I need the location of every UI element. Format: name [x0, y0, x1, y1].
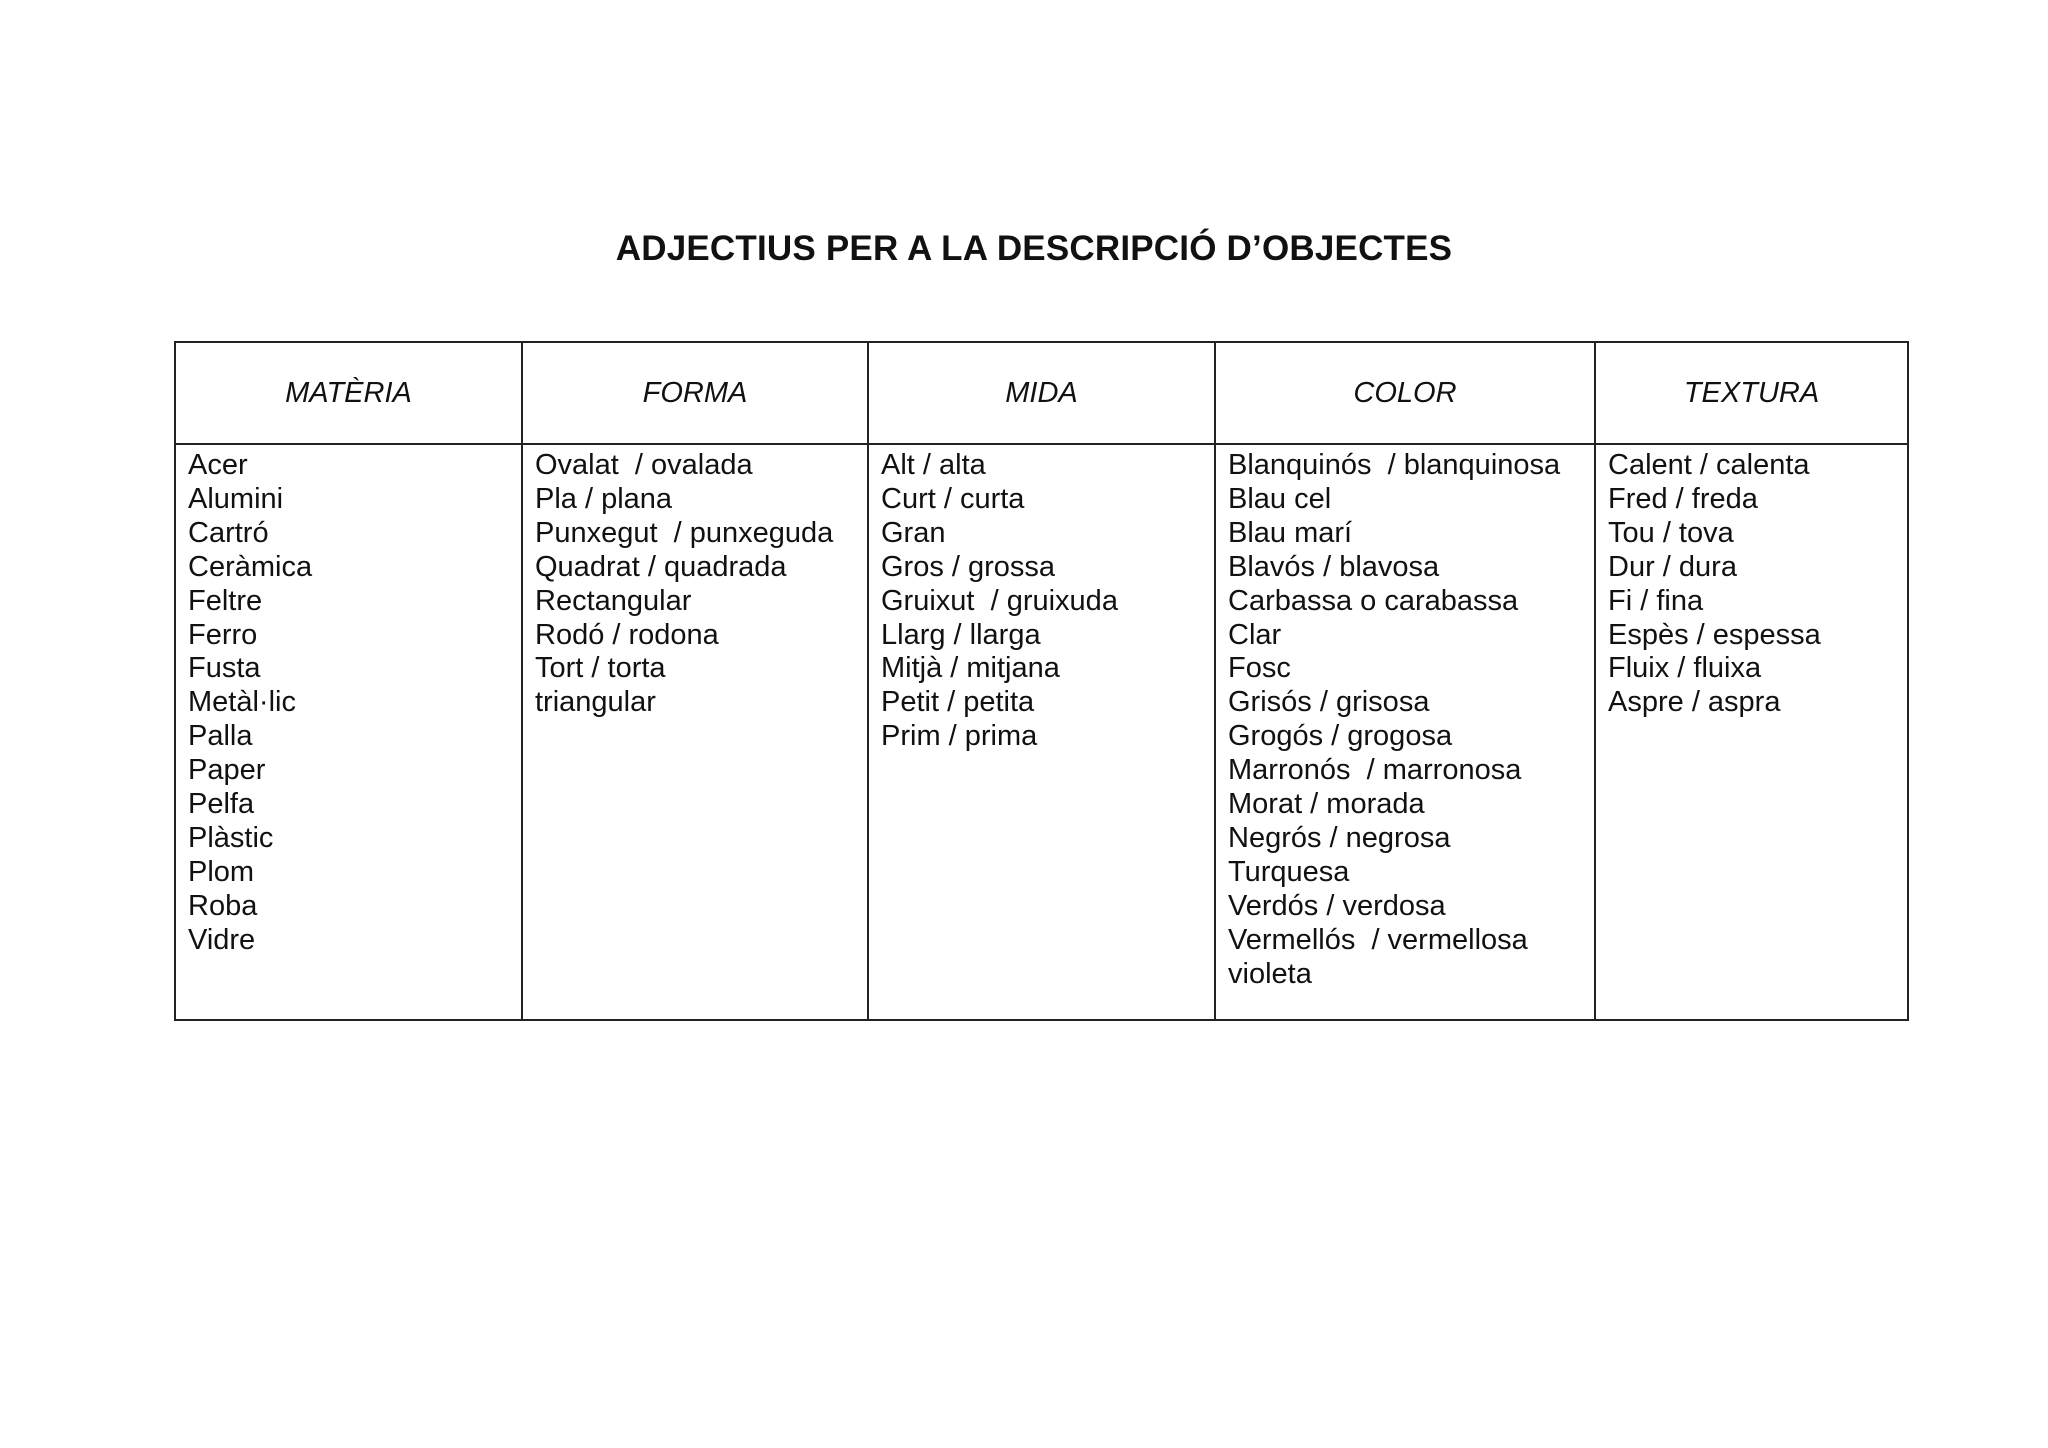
page-title: ADJECTIUS PER A LA DESCRIPCIÓ D’OBJECTES: [615, 229, 1453, 269]
list-item: Fluix / fluixa: [1608, 652, 1762, 685]
word-list-materia: [188, 449, 521, 958]
list-item: Ovalat / ovalada: [535, 449, 753, 481]
list-item: Feltre: [188, 584, 263, 617]
list-item: Palla: [188, 720, 253, 753]
adjectives-table: [174, 341, 1909, 1021]
list-item: Ceràmica: [188, 550, 313, 583]
list-item: violeta: [1228, 957, 1312, 990]
list-item: Rodó / rodona: [535, 618, 719, 651]
list-item: Gran: [881, 516, 946, 549]
table-body-row: [175, 444, 1908, 1020]
word-list-mida: [881, 449, 1214, 754]
column-header-color: COLOR: [1215, 342, 1595, 444]
list-item: Calent / calenta: [1608, 449, 1810, 481]
list-item: Grogós / grogosa: [1228, 720, 1453, 753]
list-item: Paper: [188, 754, 266, 787]
list-item: Blavós / blavosa: [1228, 550, 1440, 583]
list-item: Curt / curta: [881, 482, 1025, 515]
list-item: Punxegut / punxeguda: [535, 516, 834, 549]
table-header-row: [175, 342, 1908, 444]
list-item: Acer: [188, 449, 248, 481]
list-item: Fosc: [1228, 652, 1291, 685]
list-item: Prim / prima: [881, 720, 1038, 753]
word-list-textura: [1608, 449, 1907, 720]
list-item: Negrós / negrosa: [1228, 821, 1451, 854]
list-item: Carbassa o carabassa: [1228, 584, 1519, 617]
list-item: Tou / tova: [1608, 516, 1734, 549]
list-item: Metàl·lic: [188, 686, 296, 719]
list-item: Mitjà / mitjana: [881, 652, 1060, 685]
list-item: Fusta: [188, 652, 261, 685]
list-item: Blau marí: [1228, 516, 1353, 549]
list-item: Gruixut / gruixuda: [881, 584, 1118, 617]
list-item: Llarg / llarga: [881, 618, 1041, 651]
list-item: Alt / alta: [881, 449, 986, 481]
list-item: Vermellós / vermellosa: [1228, 923, 1528, 956]
list-item: Tort / torta: [535, 652, 666, 685]
column-cell-materia: [175, 444, 522, 1020]
list-item: Dur / dura: [1608, 550, 1737, 583]
list-item: Blanquinós / blanquinosa: [1228, 449, 1561, 481]
list-item: Gros / grossa: [881, 550, 1056, 583]
list-item: Pelfa: [188, 788, 255, 821]
list-item: Pla / plana: [535, 482, 673, 515]
list-item: Roba: [188, 889, 258, 922]
list-item: Blau cel: [1228, 482, 1332, 515]
column-cell-textura: [1595, 444, 1908, 1020]
column-header-forma: FORMA: [522, 342, 868, 444]
list-item: Espès / espessa: [1608, 618, 1821, 651]
list-item: Fred / freda: [1608, 482, 1758, 515]
column-cell-color: [1215, 444, 1595, 1020]
list-item: Verdós / verdosa: [1228, 889, 1446, 922]
list-item: Quadrat / quadrada: [535, 550, 787, 583]
column-cell-forma: [522, 444, 868, 1020]
list-item: Aspre / aspra: [1608, 686, 1781, 719]
list-item: Clar: [1228, 618, 1282, 651]
list-item: Petit / petita: [881, 686, 1035, 719]
list-item: Plom: [188, 855, 255, 888]
list-item: Grisós / grisosa: [1228, 686, 1430, 719]
list-item: Turquesa: [1228, 855, 1350, 888]
list-item: Marronós / marronosa: [1228, 754, 1522, 787]
list-item: Rectangular: [535, 584, 692, 617]
column-header-materia: MATÈRIA: [175, 342, 522, 444]
list-item: triangular: [535, 686, 656, 719]
list-item: Plàstic: [188, 821, 274, 854]
word-list-forma: [535, 449, 867, 720]
column-header-textura: TEXTURA: [1595, 342, 1908, 444]
list-item: Morat / morada: [1228, 788, 1425, 821]
list-item: Vidre: [188, 923, 256, 956]
list-item: Fi / fina: [1608, 584, 1704, 617]
word-list-color: [1228, 449, 1594, 992]
column-cell-mida: [868, 444, 1215, 1020]
list-item: Cartró: [188, 516, 269, 549]
column-header-mida: MIDA: [868, 342, 1215, 444]
list-item: Ferro: [188, 618, 258, 651]
list-item: Alumini: [188, 482, 284, 515]
